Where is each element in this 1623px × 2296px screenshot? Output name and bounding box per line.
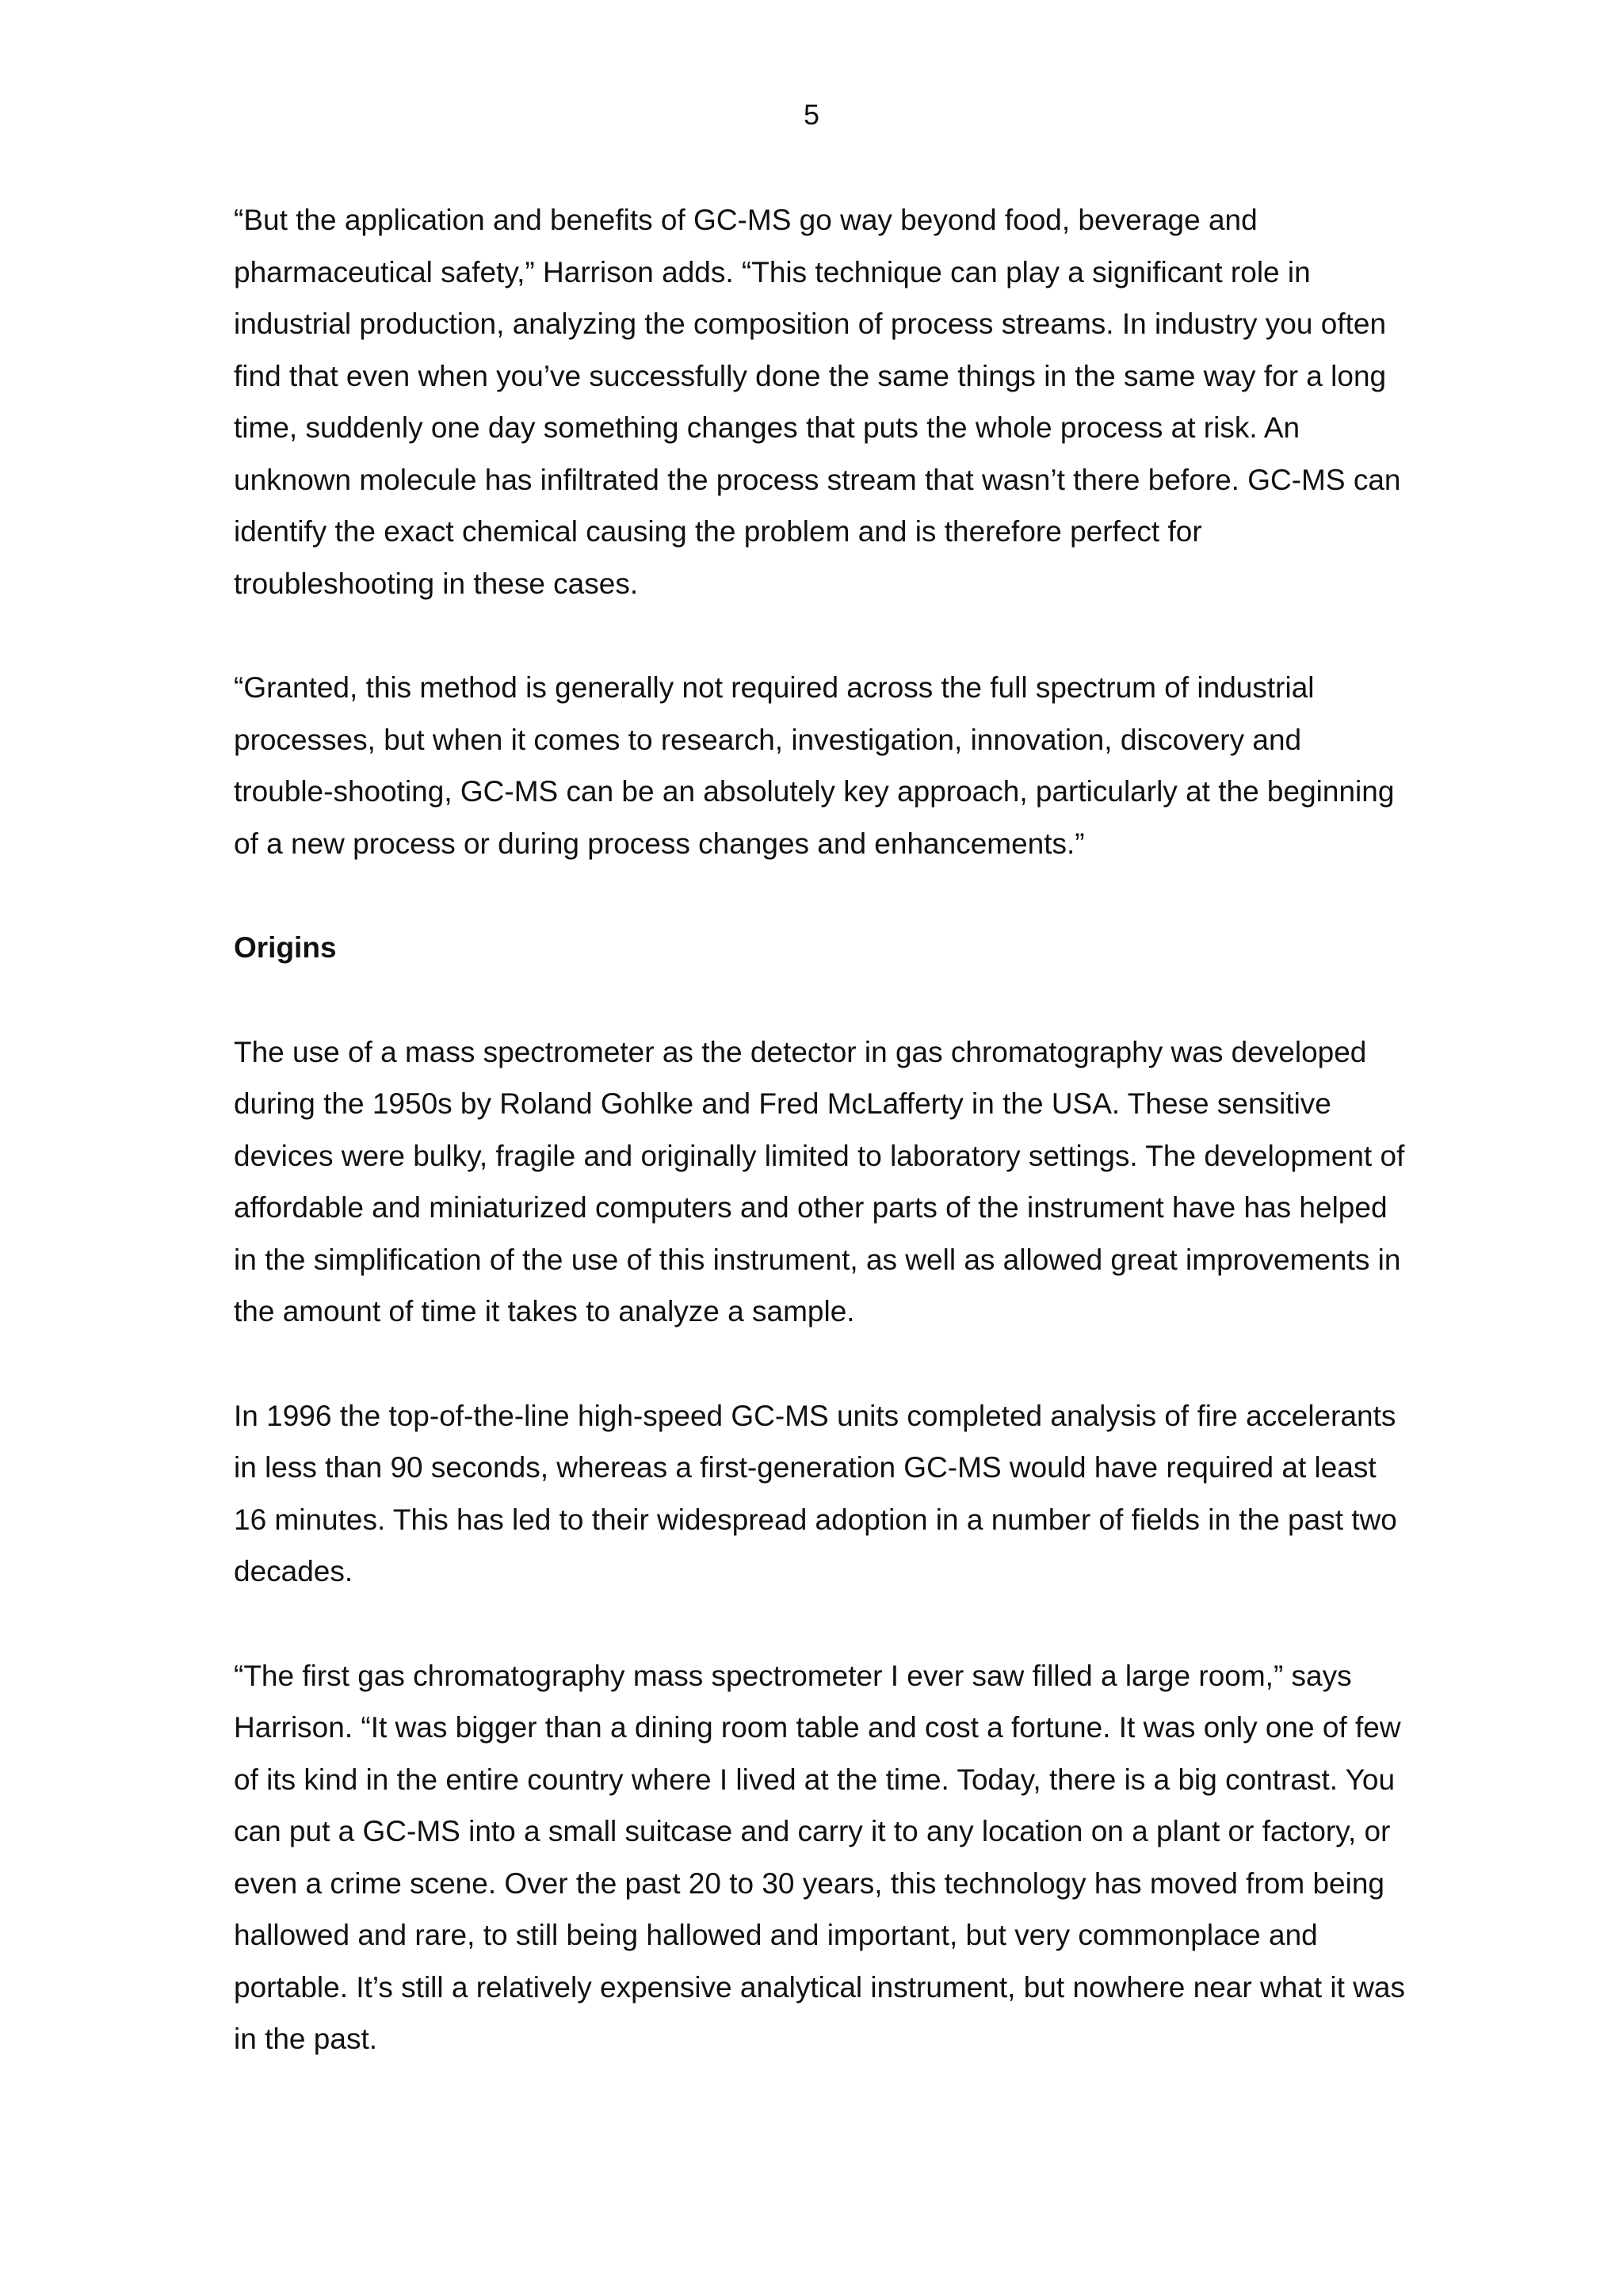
paragraph-gcms-applications: “But the application and benefits of GC-MS go way beyond food, beverage and pharmaceutical safety,” Harrison adds. “This technique can play a significant role in industrial production, analyzing the composition of process streams. In industry you often find that even when you’ve successfully done the same things in the same way for a long time, suddenly one day something changes that puts the whole process at risk. An unknown molecule has infiltrated the process stream that wasn’t there before. GC-MS can identify the exact chemical causing the problem and is therefore perfect for troubleshooting in these cases. [234, 204, 1401, 600]
paragraph-origins-history: The use of a mass spectrometer as the detector in gas chromatography was developed during the 1950s by Roland Gohlke and Fred McLafferty in the USA. These sensitive devices were bulky, fragile and originally limited to laboratory settings. The development of affordable and miniaturized computers and other parts of the instrument have has helped in the simplification of the use of this instrument, as well as allowed great improvements in the amount of time it takes to analyze a sample. [234, 1035, 1405, 1328]
paragraph-1996-speed: In 1996 the top-of-the-line high-speed GC-MS units completed analysis of fire accelerants in less than 90 seconds, whereas a first-generation GC-MS would have required at least 16 minutes. This has led to their widespread adoption in a number of fields in the past two decades. [234, 1399, 1397, 1587]
document-body [234, 194, 1407, 2065]
page-number: 5 [803, 98, 820, 131]
paragraph-harrison-quote: “The first gas chromatography mass spectrometer I ever saw filled a large room,” says Harrison. “It was bigger than a dining room table and cost a fortune. It was only one of few of its kind in the entire country where I lived at the time. Today, there is a big contrast. You can put a GC-MS into a small suitcase and carry it to any location on a plant or factory, or even a crime scene. Over the past 20 to 30 years, this technology has moved from being hallowed and rare, to still being hallowed and important, but very commonplace and portable. It’s still a relatively expensive analytical instrument, but nowhere near what it was in the past. [234, 1659, 1405, 2055]
paragraph-gcms-key-approach: “Granted, this method is generally not required across the full spectrum of industrial processes, but when it comes to research, investigation, innovation, discovery and trouble-shooting, GC-MS can be an absolutely key approach, particularly at the beginning of a new process or during process changes and enhancements.” [234, 671, 1395, 860]
section-heading-origins: Origins [234, 931, 337, 964]
